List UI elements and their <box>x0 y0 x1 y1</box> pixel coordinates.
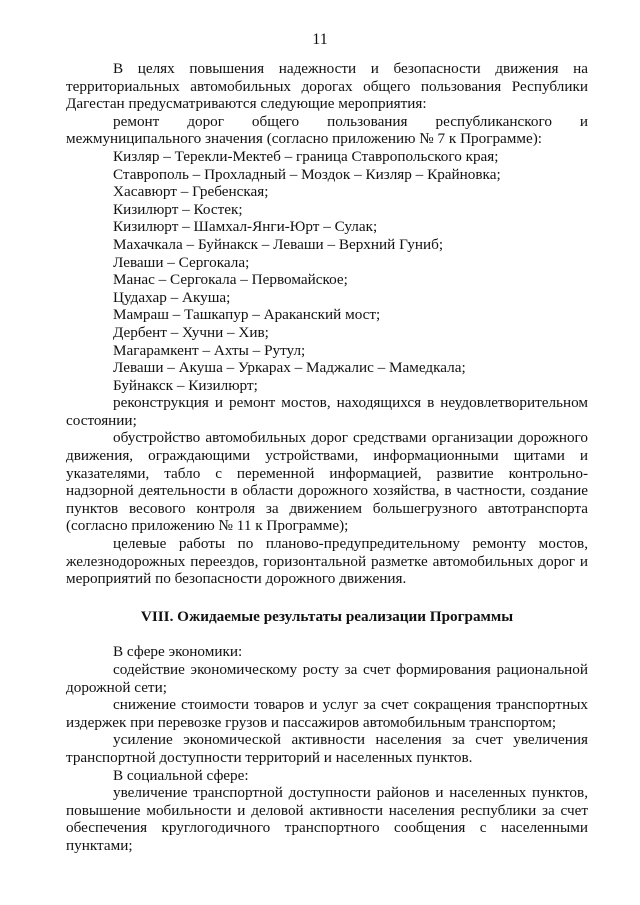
road-item: Леваши – Акуша – Уркарах – Маджалис – Мамедкала; <box>113 359 466 377</box>
paragraph-economic-growth: содействие экономическому росту за счет формирования рациональной дорожной сети; <box>66 661 588 696</box>
road-item: Хасавюрт – Гребенская; <box>113 183 269 201</box>
road-item: Дербент – Хучни – Хив; <box>113 323 269 341</box>
page-number: 11 <box>312 31 328 48</box>
paragraph-economy-heading: В сфере экономики: <box>113 643 243 661</box>
paragraph-targeted-works: целевые работы по планово-предупредительному ремонту мостов, железнодорожных переездов, горизонтальной разметке автомобильных дорог и мероприятий по безопасности дорожного движения. <box>66 535 588 588</box>
road-item: Леваши – Сергокала; <box>113 253 250 271</box>
road-item: Кизилюрт – Костек; <box>113 200 243 218</box>
paragraph-economic-activity: усиление экономической активности населения за счет увеличения транспортной доступности территорий и населенных пунктов. <box>66 731 588 766</box>
road-list <box>66 148 588 394</box>
paragraph-intro: В целях повышения надежности и безопасности движения на территориальных автомобильных дорогах общего пользования Республики Дагестан предусматриваются следующие мероприятия: <box>66 60 588 113</box>
section-heading: VIII. Ожидаемые результаты реализации Программы <box>140 607 514 625</box>
paragraph-accessibility: увеличение транспортной доступности районов и населенных пунктов, повышение мобильности и деловой активности населения республики за счет обеспечения круглогодичного транспортного сообщения с населенными пунктами; <box>66 784 588 854</box>
road-item: Кизляр – Терекли-Мектеб – граница Ставропольского края; <box>113 147 499 165</box>
road-item: Мамраш – Ташкапур – Араканский мост; <box>113 306 381 324</box>
paragraph-bridges: реконструкция и ремонт мостов, находящихся в неудовлетворительном состоянии; <box>66 394 588 429</box>
paragraph-road-repair: ремонт дорог общего пользования республиканского и межмуниципального значения (согласно приложению № 7 к Программе): <box>66 112 588 148</box>
road-item: Магарамкент – Ахты – Рутул; <box>113 341 306 359</box>
road-item: Кизилюрт – Шамхал-Янги-Юрт – Сулак; <box>113 218 378 236</box>
paragraph-road-equipment: обустройство автомобильных дорог средствами организации дорожного движения, ограждающими устройствами, информационными щитами и указателями, табло с переменной информацией, развитие контрольно-надзорной деятельности в области дорожного хозяйства, в частности, создание пунктов весового контроля за движением большегрузного автотранспорта (согласно приложению № 11 к Программе); <box>66 429 588 535</box>
document-body <box>66 60 588 855</box>
road-item: Манас – Сергокала – Первомайское; <box>113 271 348 289</box>
paragraph-cost-reduction: снижение стоимости товаров и услуг за счет сокращения транспортных издержек при перевозке грузов и пассажиров автомобильным транспортом; <box>66 696 588 731</box>
paragraph-social-heading: В социальной сфере: <box>113 766 249 784</box>
road-item: Буйнакск – Кизилюрт; <box>113 376 258 394</box>
road-item: Цудахар – Акуша; <box>113 288 231 306</box>
road-item: Махачкала – Буйнакск – Леваши – Верхний Гуниб; <box>113 235 444 253</box>
road-item: Ставрополь – Прохладный – Моздок – Кизляр – Крайновка; <box>113 165 501 183</box>
